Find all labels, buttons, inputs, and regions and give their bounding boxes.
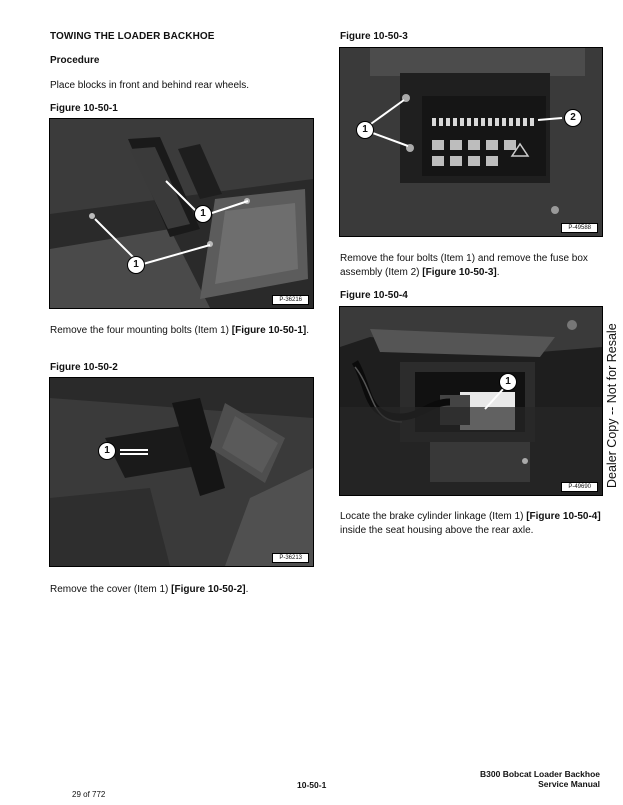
photo-code: P-49690 [561, 482, 598, 492]
section-title: TOWING THE LOADER BACKHOE [50, 31, 215, 42]
footer-page-number: 10-50-1 [297, 780, 327, 790]
figure-caption: Figure 10-50-2 [50, 362, 118, 373]
figure-caption: Figure 10-50-3 [340, 31, 408, 42]
figure-10-50-4-photo [339, 306, 603, 496]
figure-10-50-1-photo [49, 118, 314, 309]
step-3-text: Remove the four bolts (Item 1) and remove the fuse box assembly (Item 2) [Figure 10-50-3]. [340, 253, 588, 278]
photo-code: P-36213 [272, 553, 309, 563]
figure-10-50-3-photo [339, 47, 603, 237]
callout-item-1: 1 [194, 205, 212, 223]
figure-10-50-2-photo [49, 377, 314, 567]
callout-item-1: 1 [98, 442, 116, 460]
photo-code: P-36216 [272, 295, 309, 305]
callout-item-1: 1 [127, 256, 145, 274]
procedure-heading: Procedure [50, 55, 100, 66]
step-1-text: Remove the four mounting bolts (Item 1) [Figure 10-50-1]. [50, 325, 309, 336]
figure-caption: Figure 10-50-4 [340, 290, 408, 301]
dealer-copy-note: Dealer Copy -- Not for Resale [605, 323, 619, 488]
step-4-text: Locate the brake cylinder linkage (Item 1) [Figure 10-50-4] inside the seat housing above the rear axle. [340, 511, 601, 536]
figure-caption: Figure 10-50-1 [50, 103, 118, 114]
intro-text: Place blocks in front and behind rear wheels. [50, 80, 250, 91]
callout-item-1: 1 [499, 373, 517, 391]
callout-item-2: 2 [564, 109, 582, 127]
footer-manual-title: B300 Bobcat Loader Backhoe Service Manual [480, 769, 600, 789]
callout-item-1: 1 [356, 121, 374, 139]
photo-code: P-49588 [561, 223, 598, 233]
step-2-text: Remove the cover (Item 1) [Figure 10-50-2]. [50, 584, 249, 595]
page-count: 29 of 772 [72, 790, 106, 799]
